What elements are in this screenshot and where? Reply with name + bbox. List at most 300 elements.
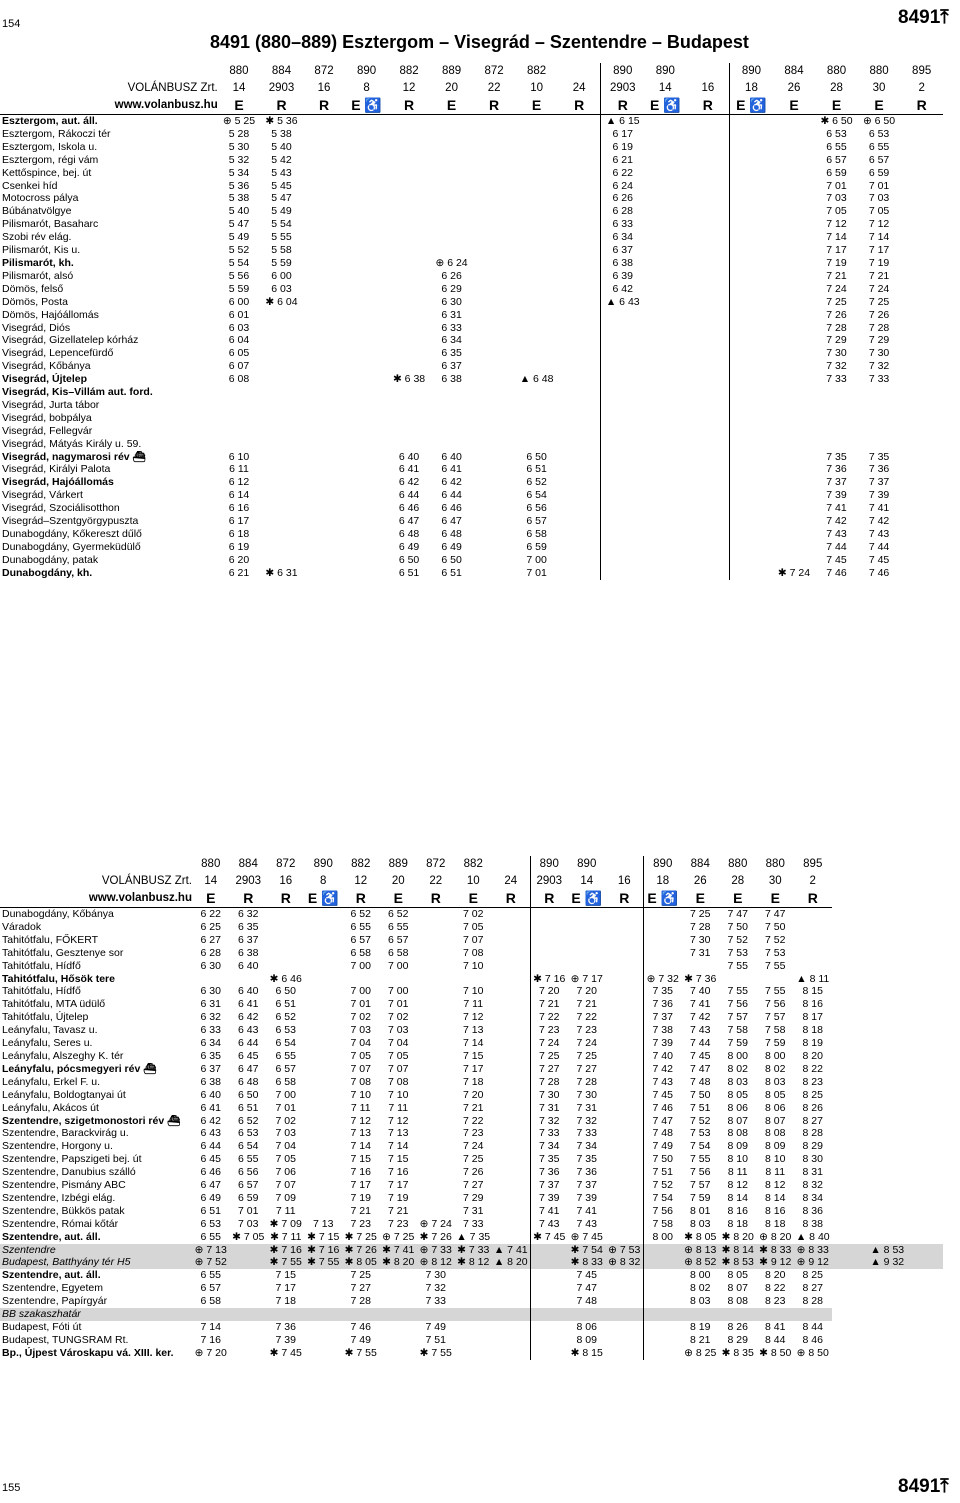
departure-time: ✱ 7 16 [530,973,568,986]
departure-time: 5 59 [228,282,250,295]
departure-time: 7 11 [388,1101,409,1114]
departure-time: 6 50 [275,985,296,998]
departure-time: 6 05 [228,347,250,360]
departure-time: 7 15 [388,1153,409,1166]
departure-time [644,322,687,335]
departure-time: 7 25 [463,1153,484,1166]
departure-time [815,399,858,412]
departure-time: 7 07 [350,1062,371,1075]
departure-time: 7 32 [868,360,890,373]
departure-time: 6 49 [441,540,462,553]
departure-time [644,167,687,180]
departure-time [606,1024,644,1037]
departure-time: 6 40 [398,450,420,463]
departure-time: ✱ 8 15 [570,1346,603,1359]
departure-time: 6 21 [601,154,644,167]
departure-time [601,373,644,386]
departure-time [730,115,773,128]
departure-time [260,386,303,399]
header-row-sub [0,80,943,97]
departure-time [730,425,773,438]
column-sub-3: 16 [317,82,331,94]
departure-time: 7 42 [644,1063,682,1076]
table-row [0,296,943,309]
departure-time [305,1282,343,1295]
departure-time: ▲ 8 53 [832,1244,944,1257]
departure-time: ✱ 8 50 [759,1346,792,1359]
departure-time [558,244,601,257]
departure-time: 7 39 [868,489,890,502]
departure-time [473,515,516,528]
stop-name: Szentendre, Papírgyár [2,1295,108,1308]
departure-time: 6 27 [200,933,221,946]
departure-time [303,412,346,425]
departure-time: 8 02 [727,1062,748,1075]
column-numbers-9 [492,856,530,873]
departure-time: 6 42 [441,476,462,489]
column-types-9: R [558,97,601,115]
departure-time: 6 59 [868,166,890,179]
column-types-14: E [773,97,816,115]
departure-time [305,1334,343,1347]
departure-time: 6 58 [200,1295,221,1308]
stop-name: Szentendre, Római kőtár [2,1217,119,1230]
departure-time: 5 49 [271,205,292,218]
table-row [0,1063,943,1076]
departure-time: 6 43 [238,1024,259,1037]
departure-time [687,141,730,154]
departure-time [558,141,601,154]
departure-time: 6 49 [398,540,420,553]
departure-time: 6 57 [868,153,890,166]
table-row [0,1024,943,1037]
departure-time: 7 35 [576,1153,597,1166]
departure-time [682,1308,720,1321]
departure-time: 7 33 [576,1127,597,1140]
departure-time [606,1037,644,1050]
stop-name: Pilismarót, kh. [2,256,74,269]
departure-time: 6 53 [200,1217,221,1230]
departure-time [644,947,682,960]
departure-time [473,257,516,270]
departure-time: ⊕ 6 50 [858,115,901,128]
departure-time: 7 43 [530,1218,568,1231]
departure-time [345,412,388,425]
departure-time: 7 31 [463,1204,484,1217]
departure-time: 7 36 [275,1321,296,1333]
departure-time: 7 16 [388,1166,409,1179]
departure-time [900,309,943,322]
departure-time [730,399,773,412]
table-row [0,360,943,373]
departure-time [492,998,530,1011]
departure-time [492,1282,530,1295]
departure-time [492,1295,530,1308]
departure-time [230,973,268,986]
departure-time [473,205,516,218]
table-row [0,1321,943,1334]
departure-time: 7 08 [388,1075,409,1088]
website-link[interactable]: www.volanbusz.hu [0,890,192,908]
departure-time [473,270,516,283]
departure-time [730,309,773,322]
departure-time: 6 20 [228,553,250,566]
departure-time: 8 07 [727,1114,748,1127]
departure-time [730,244,773,257]
column-numbers-17: 895 [912,65,932,77]
departure-time [773,489,816,502]
departure-time [900,128,943,141]
departure-time [430,438,473,451]
departure-time [417,1153,455,1166]
departure-time [687,412,730,425]
departure-time [644,399,687,412]
departure-time [305,1166,343,1179]
stop-name: Dömös, Posta [2,295,68,308]
departure-time: 6 26 [441,269,462,282]
departure-time [601,386,644,399]
departure-time [601,476,644,489]
column-types-16: E [858,97,901,115]
departure-time: 6 14 [228,489,250,502]
departure-time [530,960,568,973]
departure-time: 8 20 [802,1049,823,1062]
departure-time: 7 49 [350,1333,371,1346]
departure-time: ✱ 7 26 [342,1244,380,1257]
departure-time [417,1140,455,1153]
departure-time [192,1308,230,1321]
departure-time: 7 03 [275,1127,296,1140]
departure-time: 7 47 [719,908,757,921]
departure-time [858,425,901,438]
departure-time [388,128,431,141]
departure-time: 7 39 [275,1333,296,1346]
departure-time [388,257,431,270]
departure-time [644,921,682,934]
departure-time [388,205,431,218]
departure-time: 5 32 [228,153,250,166]
departure-time [644,360,687,373]
departure-time [900,438,943,451]
departure-time [606,1115,644,1128]
departure-time: 6 53 [275,1024,296,1037]
departure-time: 8 03 [765,1075,786,1088]
departure-time: 6 28 [601,205,644,218]
departure-time [345,296,388,309]
departure-time: 8 08 [727,1127,748,1140]
departure-time [773,438,816,451]
departure-time: 7 56 [765,998,786,1011]
departure-time [730,347,773,360]
departure-time: 6 51 [238,1101,259,1114]
stop-name: Pilismarót, Kis u. [2,244,81,257]
departure-time: 8 08 [765,1127,786,1140]
departure-time: 7 47 [690,1062,711,1075]
departure-time [303,231,346,244]
departure-time [430,128,473,141]
departure-time [345,128,388,141]
departure-time: 6 08 [228,373,250,386]
departure-time: ✱ 7 11 [270,1230,302,1243]
departure-time [644,154,687,167]
column-types-16: E [757,890,795,908]
column-sub-15: 28 [731,875,745,887]
departure-time [345,334,388,347]
departure-time: 7 17 [275,1282,296,1295]
departure-time: 7 00 [526,553,547,566]
departure-time [303,115,346,128]
stop-name: Visegrád, Kőbánya [2,360,91,373]
departure-time [558,373,601,386]
page-title: 8491 (880–889) Esztergom – Visegrád – Szentendre – Budapest [210,32,749,52]
departure-time [305,1140,343,1153]
departure-time: 8 10 [727,1153,748,1166]
table-row [0,489,943,502]
departure-time [644,541,687,554]
table-row [0,412,943,425]
departure-time: 7 15 [350,1153,371,1166]
departure-time: 7 39 [826,489,847,502]
column-numbers-2: 884 [271,65,292,77]
departure-time: ✱ 7 55 [344,1346,377,1359]
departure-time: 5 40 [271,140,292,153]
departure-time [380,1321,418,1334]
table-row [0,985,943,998]
departure-time: 7 08 [350,1075,371,1088]
departure-time: 7 03 [388,1024,409,1037]
departure-time: 7 41 [530,1205,568,1218]
departure-time: ✱ 7 45 [269,1346,302,1359]
departure-time [303,205,346,218]
departure-time: 7 34 [530,1140,568,1153]
departure-time [815,438,858,451]
departure-time [305,1347,343,1360]
departure-time [644,192,687,205]
departure-time: 7 24 [576,1037,597,1050]
table-row [0,167,943,180]
departure-time [730,360,773,373]
page-number-bottom: 155 [2,1482,21,1494]
departure-time [260,554,303,567]
departure-time [473,180,516,193]
departure-time: ✱ 7 16 [267,1244,305,1257]
departure-time [730,231,773,244]
departure-time [773,218,816,231]
departure-time [303,554,346,567]
departure-time: 8 16 [727,1204,748,1217]
departure-time [473,489,516,502]
departure-time: 6 31 [441,308,462,321]
departure-time: 7 54 [690,1140,711,1153]
column-sub-1: 14 [204,875,218,887]
departure-time [260,425,303,438]
departure-time [558,360,601,373]
departure-time: ▲ 8 20 [492,1256,530,1269]
table-row [0,1089,943,1102]
departure-time [388,244,431,257]
departure-time: 7 24 [463,1140,484,1153]
departure-time: 7 42 [690,1011,711,1024]
departure-time: 6 33 [200,1024,221,1037]
departure-time: 6 24 [601,180,644,193]
departure-time [305,1102,343,1115]
departure-time: 8 18 [765,1217,786,1230]
departure-time [388,270,431,283]
departure-time [492,1308,530,1321]
departure-time: 7 20 [576,985,597,998]
departure-time: 6 26 [601,192,644,205]
departure-time: 7 14 [200,1321,221,1333]
departure-time [601,309,644,322]
departure-time [644,231,687,244]
column-numbers-10: 890 [601,63,644,80]
table-row [0,1102,943,1115]
departure-time: 8 18 [802,1024,823,1037]
departure-time [644,244,687,257]
departure-time: 6 50 [398,553,420,566]
website-link[interactable]: www.volanbusz.hu [0,97,218,115]
departure-time [900,373,943,386]
departure-time [345,180,388,193]
table-row [0,283,943,296]
departure-time [773,451,816,464]
departure-time: 8 23 [802,1075,823,1088]
departure-time: 6 47 [441,515,462,528]
departure-time [900,360,943,373]
departure-time: 7 05 [350,1049,371,1062]
departure-time [492,985,530,998]
departure-time [730,270,773,283]
departure-time: 5 56 [228,269,250,282]
departure-time [492,1231,530,1244]
departure-time: 8 46 [802,1333,823,1346]
departure-time: ⊕ 7 53 [606,1244,644,1257]
departure-time [644,283,687,296]
departure-time [388,334,431,347]
departure-time: 7 46 [868,566,890,579]
departure-time [773,244,816,257]
departure-time [417,1011,455,1024]
table-row [0,451,943,464]
departure-time [606,1140,644,1153]
stop-name: Visegrád, Újtelep [2,373,88,386]
table-row [0,438,943,451]
column-numbers-11: 890 [655,65,675,77]
column-sub-4: 8 [320,875,327,887]
departure-time: 6 44 [441,489,462,502]
departure-time [515,270,558,283]
departure-time: 7 56 [644,1205,682,1218]
departure-time [305,1050,343,1063]
departure-time [492,1024,530,1037]
departure-time [687,463,730,476]
departure-time: 6 31 [200,998,221,1011]
departure-time: 7 05 [388,1049,409,1062]
departure-time: 7 43 [644,1076,682,1089]
column-types-8: E [455,890,493,908]
column-types-8: E [515,97,558,115]
stop-name: Esztergom, Iskola u. [2,140,98,153]
column-types-6: E [430,97,473,115]
departure-time: 7 47 [757,908,795,921]
departure-time [773,425,816,438]
column-sub-6: 20 [391,875,405,887]
departure-time: 7 30 [576,1088,597,1101]
departure-time [730,515,773,528]
departure-time [730,257,773,270]
column-sub-8: 10 [530,82,543,94]
stop-name: BB szakaszhatár [0,1308,192,1321]
departure-time [303,347,346,360]
departure-time [558,283,601,296]
departure-time: 6 52 [342,908,380,921]
column-sub-14: 26 [693,875,707,887]
departure-time [601,528,644,541]
departure-time [473,141,516,154]
stop-name: Dunabogdány, Kőbánya [0,908,192,921]
departure-time: 7 15 [275,1269,296,1282]
departure-time: 5 43 [271,166,292,179]
table-row [0,998,943,1011]
table-row [0,192,943,205]
departure-time: ⊕ 7 25 [382,1230,415,1243]
table-row [0,218,943,231]
departure-time [305,1037,343,1050]
departure-time: 8 02 [690,1282,711,1295]
departure-time: 8 02 [765,1062,786,1075]
table-row [0,921,943,934]
departure-time [773,192,816,205]
departure-time [492,1011,530,1024]
departure-time [492,1037,530,1050]
departure-time [515,115,558,128]
departure-time [858,386,901,399]
departure-time: 7 23 [388,1217,409,1230]
departure-time: 7 37 [576,1179,597,1192]
departure-time [515,205,558,218]
departure-time [606,921,644,934]
departure-time [644,1244,682,1257]
departure-time: 8 31 [802,1166,823,1179]
departure-time [345,360,388,373]
departure-time [345,257,388,270]
departure-time: ✱ 7 24 [777,566,811,579]
departure-time [388,180,431,193]
departure-time: 7 05 [826,205,847,218]
departure-time: 7 50 [727,920,748,933]
departure-time [568,934,606,947]
departure-time: 7 39 [576,1191,597,1204]
column-types-11: E ♿ [644,97,687,115]
departure-time: 6 59 [826,166,847,179]
departure-time: ⊕ 7 45 [570,1230,603,1243]
stop-name: Esztergom, Rákoczi tér [2,127,111,140]
table-row [0,1347,943,1360]
departure-time [303,283,346,296]
departure-time: 6 53 [868,127,890,140]
departure-time: ▲ 8 11 [796,972,830,985]
departure-time [473,309,516,322]
departure-time [900,218,943,231]
departure-time: 6 38 [601,257,644,270]
departure-time [773,283,816,296]
departure-time [687,205,730,218]
departure-time [305,998,343,1011]
table-row [0,515,943,528]
table-row [0,244,943,257]
departure-time [230,1282,268,1295]
departure-time [730,463,773,476]
